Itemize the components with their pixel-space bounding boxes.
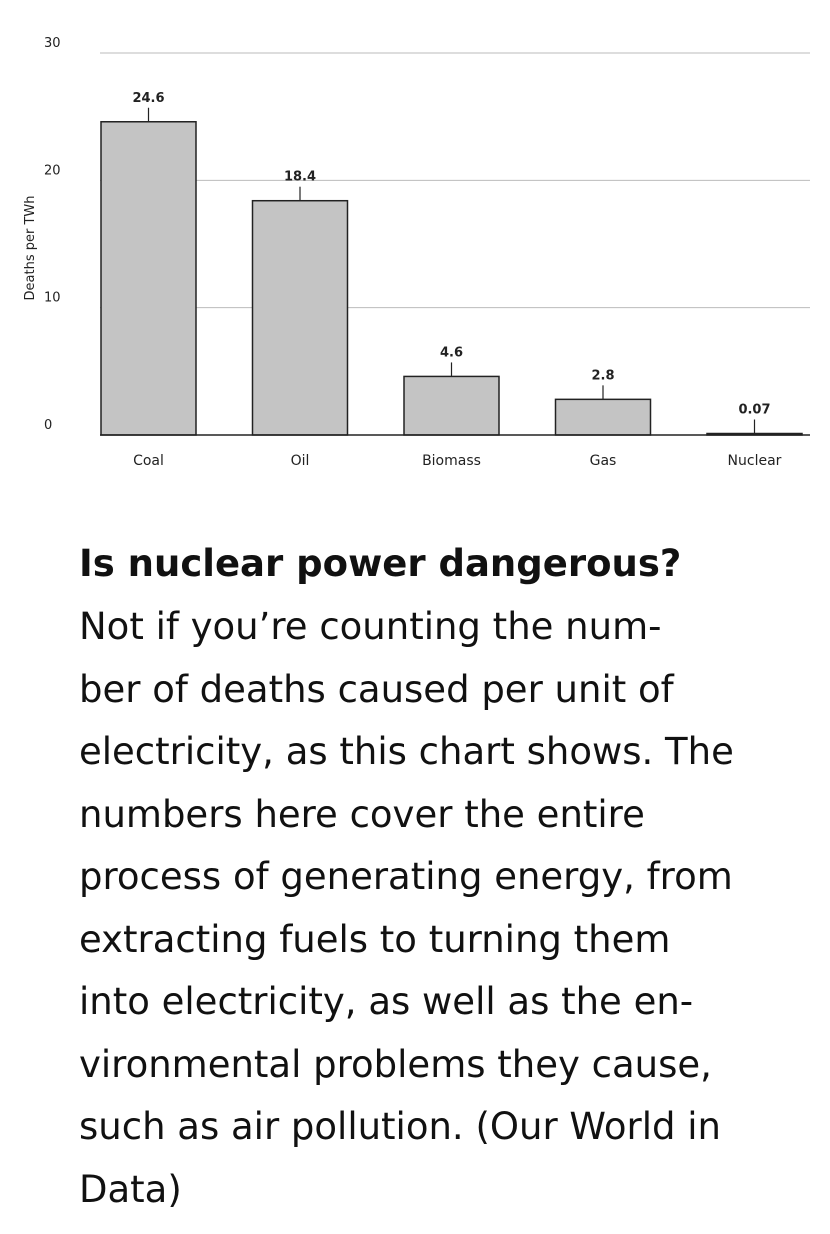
- value-label: 0.07: [738, 402, 771, 418]
- y-axis-label: Deaths per TWh: [23, 195, 38, 301]
- value-label: 2.8: [591, 368, 615, 384]
- caption-line: vironmental problems they cause,: [79, 1042, 712, 1086]
- y-tick-label: 20: [44, 163, 61, 179]
- category-labels: [133, 453, 782, 469]
- category-label: Oil: [290, 453, 310, 469]
- grid-lines: [100, 53, 810, 308]
- caption-line: into electricity, as well as the en-: [79, 980, 694, 1023]
- y-tick-labels: [44, 36, 61, 433]
- y-tick-label: 0: [44, 418, 53, 433]
- caption-headline: Is nuclear power dangerous?: [79, 542, 682, 585]
- category-label: Gas: [589, 453, 617, 469]
- caption-line: extracting fuels to turning them: [79, 917, 671, 961]
- value-label: 18.4: [283, 169, 317, 185]
- caption-line: Data): [79, 1167, 182, 1211]
- bar: [253, 201, 348, 435]
- category-label: Coal: [133, 453, 164, 469]
- category-label: Biomass: [422, 453, 481, 469]
- y-tick-label: 30: [44, 36, 61, 51]
- caption-line: electricity, as this chart shows. The: [79, 730, 734, 773]
- caption-body: [79, 596, 799, 1221]
- caption-line: numbers here cover the entire: [79, 792, 645, 836]
- bar: [404, 376, 499, 435]
- caption-line: such as air pollution. (Our World in: [79, 1105, 721, 1148]
- category-label: Nuclear: [727, 453, 782, 469]
- y-tick-label: 10: [44, 290, 61, 306]
- caption-line: ber of deaths caused per unit of: [79, 667, 674, 711]
- value-label: 24.6: [132, 90, 165, 106]
- caption-line: process of generating energy, from: [79, 855, 733, 898]
- bars: [101, 122, 802, 435]
- bar: [556, 399, 651, 435]
- bar: [101, 122, 196, 435]
- bar-chart: [0, 0, 830, 490]
- caption: [79, 540, 799, 1221]
- caption-line: Not if you’re counting the num-: [79, 605, 662, 648]
- value-label: 4.6: [439, 345, 464, 361]
